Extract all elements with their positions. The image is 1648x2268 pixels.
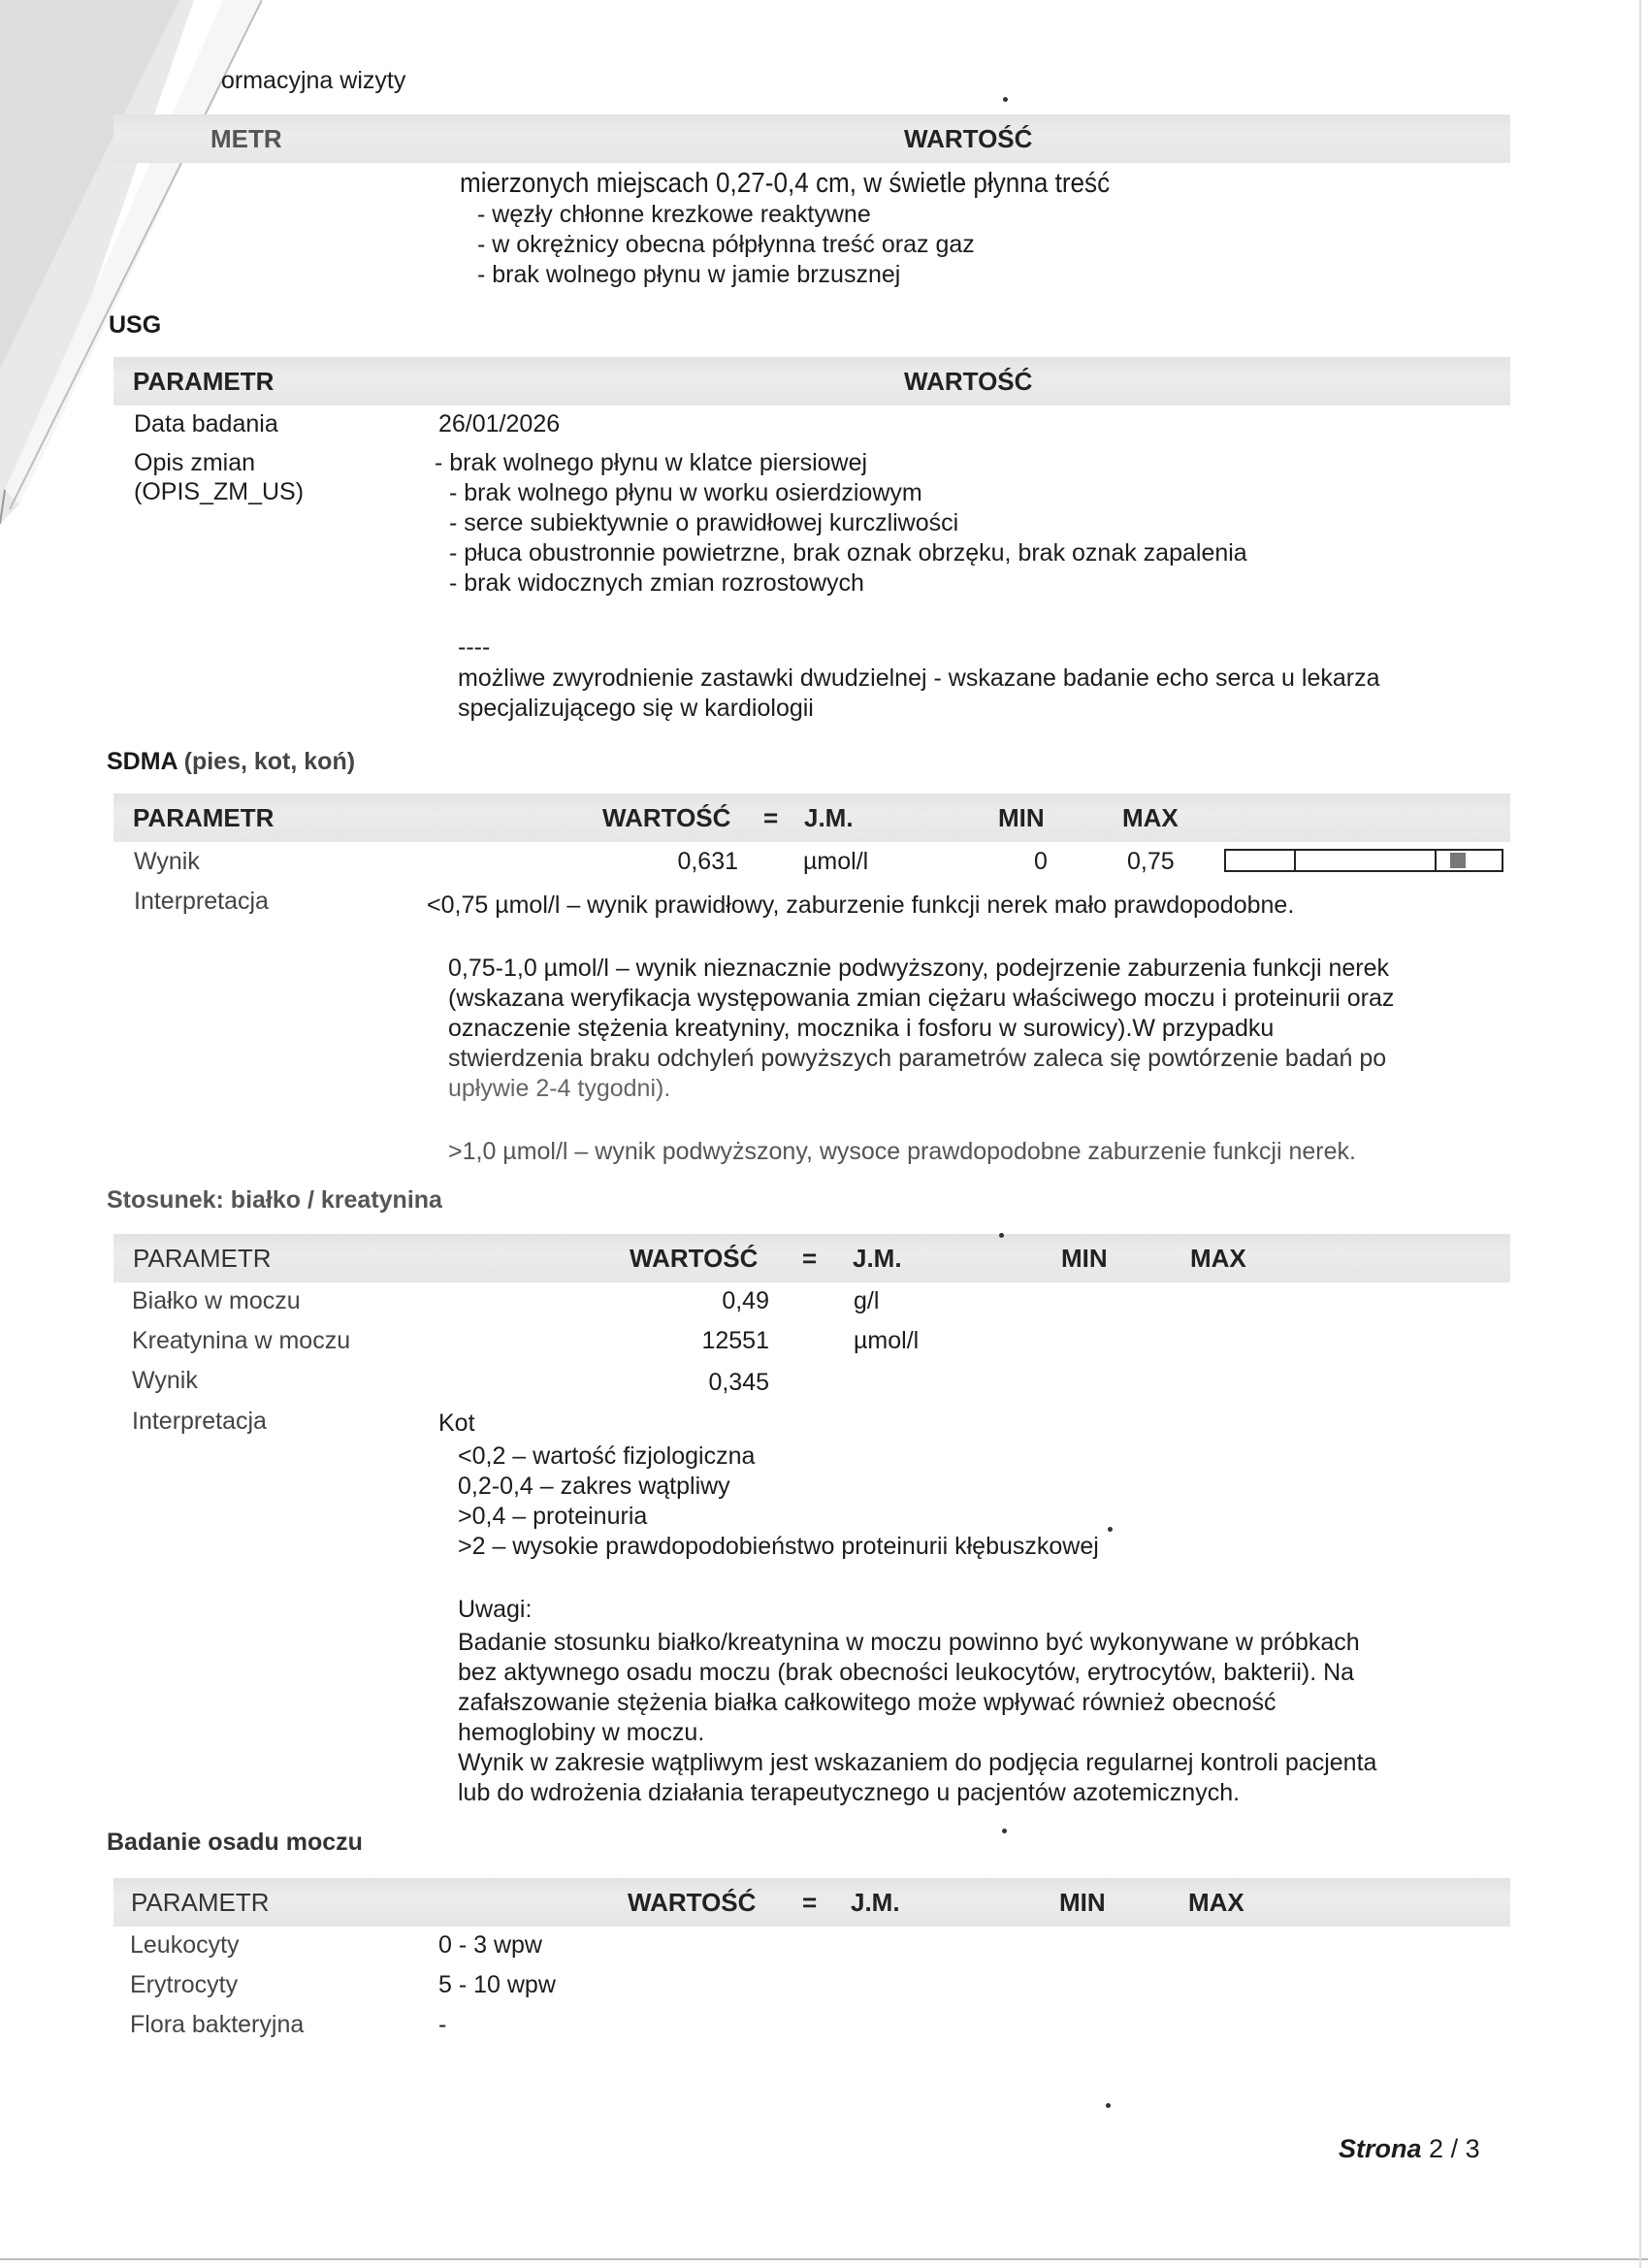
upc-table-header bbox=[113, 1234, 1510, 1282]
header-param: PARAMETR bbox=[131, 1888, 270, 1917]
usg-note-line: specjalizującego się w kardiologii bbox=[458, 695, 814, 722]
upc-notes-title: Uwagi: bbox=[458, 1596, 533, 1623]
header-eq: = bbox=[802, 1888, 818, 1917]
usg-note bbox=[458, 664, 1379, 724]
continued-line: mierzonych miejscach 0,27-0,4 cm, w świetle płynna treść bbox=[460, 168, 1111, 199]
sdma-interp-line: oznaczenie stężenia kreatyniny, mocznika i fosforu w surowicy).W przypadku bbox=[448, 1015, 1275, 1042]
scan-edge bbox=[0, 2258, 1648, 2260]
sdma-result-value: 0,631 bbox=[677, 848, 738, 875]
upc-row-value: 0,49 bbox=[722, 1287, 769, 1314]
upc-ranges bbox=[458, 1442, 1099, 1562]
sdma-interp-first: <0,75 µmol/l – wynik prawidłowy, zaburzenie funkcji nerek mało prawdopodobne. bbox=[427, 891, 1295, 919]
usg-table-header bbox=[113, 357, 1510, 405]
sdma-range-gauge bbox=[1224, 849, 1503, 872]
continued-description bbox=[460, 167, 1182, 290]
sdma-result-max: 0,75 bbox=[1127, 848, 1175, 875]
sdma-interp-paragraph bbox=[448, 954, 1394, 1104]
upc-note-line: Badanie stosunku białko/kreatynina w moczu powinno być wykonywane w próbkach bbox=[458, 1629, 1360, 1656]
sdma-interp-last: >1,0 µmol/l – wynik podwyższony, wysoce prawdopodobne zaburzenie funkcji nerek. bbox=[448, 1138, 1356, 1165]
continued-table-header bbox=[113, 114, 1510, 163]
gauge-min-tick bbox=[1294, 851, 1296, 870]
gauge-max-tick bbox=[1435, 851, 1437, 870]
usg-desc-label: Opis zmian bbox=[134, 449, 256, 476]
usg-date-value: 26/01/2026 bbox=[438, 410, 561, 437]
sediment-row-value: 5 - 10 wpw bbox=[438, 1971, 556, 1998]
upc-interp-label: Interpretacja bbox=[132, 1408, 267, 1435]
sdma-result-unit: µmol/l bbox=[803, 848, 869, 875]
page-total: / 3 bbox=[1443, 2134, 1480, 2163]
header-value: WARTOŚĆ bbox=[628, 1888, 757, 1917]
upc-range-line: >2 – wysokie prawdopodobieństwo proteinurii kłębuszkowej bbox=[458, 1533, 1099, 1560]
header-value: WARTOŚĆ bbox=[904, 367, 1033, 396]
sediment-row-value: - bbox=[438, 2011, 447, 2038]
upc-range-line: <0,2 – wartość fizjologiczna bbox=[458, 1442, 756, 1470]
header-min: MIN bbox=[998, 803, 1045, 832]
continued-section-title: ormacyjna wizyty bbox=[221, 67, 406, 94]
header-unit: J.M. bbox=[851, 1888, 900, 1917]
continued-line: - brak wolnego płynu w jamie brzusznej bbox=[477, 261, 901, 288]
header-param: PARAMETR bbox=[133, 367, 275, 396]
usg-desc-line: - płuca obustronnie powietrzne, brak oznak obrzęku, brak oznak zapalenia bbox=[449, 539, 1247, 567]
upc-note-line: Wynik w zakresie wątpliwym jest wskazaniem do podjęcia regularnej kontroli pacjenta bbox=[458, 1749, 1377, 1776]
usg-desc-code: (OPIS_ZM_US) bbox=[134, 478, 305, 505]
continued-line: - węzły chłonne krezkowe reaktywne bbox=[477, 201, 871, 228]
sdma-interp-label: Interpretacja bbox=[134, 888, 269, 915]
sediment-section-title: Badanie osadu moczu bbox=[107, 1829, 363, 1856]
scan-edge bbox=[1639, 0, 1641, 2268]
scan-speck bbox=[1003, 97, 1008, 102]
header-max: MAX bbox=[1122, 803, 1179, 832]
upc-row-label: Białko w moczu bbox=[132, 1287, 301, 1314]
sdma-interp-line: stwierdzenia braku odchyleń powyższych parametrów zaleca się powtórzenie badań po bbox=[448, 1045, 1387, 1072]
header-max: MAX bbox=[1190, 1244, 1246, 1273]
header-eq: = bbox=[802, 1244, 818, 1273]
header-max: MAX bbox=[1188, 1888, 1244, 1917]
upc-section-title: Stosunek: białko / kreatynina bbox=[107, 1186, 442, 1214]
upc-note-line: hemoglobiny w moczu. bbox=[458, 1719, 705, 1746]
header-param: METR bbox=[210, 124, 282, 153]
sdma-result-min: 0 bbox=[1034, 848, 1048, 875]
page-word: Strona bbox=[1339, 2134, 1422, 2163]
scan-speck bbox=[1106, 2103, 1111, 2108]
header-eq: = bbox=[763, 803, 779, 832]
sdma-result-label: Wynik bbox=[134, 848, 200, 875]
header-min: MIN bbox=[1061, 1244, 1108, 1273]
usg-desc-line: - serce subiektywnie o prawidłowej kurczliwości bbox=[449, 509, 959, 536]
header-value: WARTOŚĆ bbox=[630, 1244, 759, 1273]
upc-row-label: Kreatynina w moczu bbox=[132, 1327, 351, 1354]
upc-row-value: 0,345 bbox=[708, 1369, 769, 1396]
usg-desc-line: - brak widocznych zmian rozrostowych bbox=[449, 569, 864, 597]
header-unit: J.M. bbox=[853, 1244, 902, 1273]
upc-row-unit: g/l bbox=[854, 1287, 880, 1314]
usg-note-line: możliwe zwyrodnienie zastawki dwudzielnej - wskazane badanie echo serca u lekarza bbox=[458, 664, 1380, 692]
continued-line: - w okrężnicy obecna półpłynna treść oraz gaz bbox=[477, 231, 975, 258]
sdma-title-main: SDMA bbox=[107, 748, 178, 775]
scan-speck bbox=[1108, 1527, 1113, 1532]
upc-row-unit: µmol/l bbox=[854, 1327, 920, 1354]
upc-range-line: 0,2-0,4 – zakres wątpliwy bbox=[458, 1473, 730, 1500]
gauge-result-marker bbox=[1450, 853, 1466, 868]
upc-row-label: Wynik bbox=[132, 1367, 198, 1394]
sdma-interp-line: 0,75-1,0 µmol/l – wynik nieznacznie podwyższony, podejrzenie zaburzenia funkcji nerek bbox=[448, 955, 1390, 982]
sediment-table-header bbox=[113, 1878, 1510, 1927]
header-value: WARTOŚĆ bbox=[602, 803, 731, 832]
sdma-table-header bbox=[113, 794, 1510, 842]
page-number bbox=[1339, 2134, 1480, 2163]
upc-notes bbox=[458, 1628, 1376, 1808]
usg-description bbox=[435, 448, 1247, 599]
sediment-row-label: Erytrocyty bbox=[130, 1971, 239, 1998]
header-value: WARTOŚĆ bbox=[904, 124, 1033, 153]
usg-date-label: Data badania bbox=[134, 410, 278, 437]
sediment-row-label: Flora bakteryjna bbox=[130, 2011, 305, 2038]
header-param: PARAMETR bbox=[133, 1244, 272, 1273]
sediment-row-label: Leukocyty bbox=[130, 1931, 240, 1959]
upc-species: Kot bbox=[438, 1409, 475, 1437]
usg-separator: ---- bbox=[458, 633, 491, 661]
sdma-interp-line: upływie 2-4 tygodni). bbox=[448, 1075, 671, 1102]
upc-note-line: zafałszowanie stężenia białka całkowitego może wpływać również obecność bbox=[458, 1689, 1276, 1716]
upc-note-line: lub do wdrożenia działania terapeutycznego u pacjentów azotemicznych. bbox=[458, 1779, 1241, 1806]
header-min: MIN bbox=[1059, 1888, 1106, 1917]
header-param: PARAMETR bbox=[133, 803, 275, 832]
sdma-interp-line: (wskazana weryfikacja występowania zmian ciężaru właściwego moczu i proteinurii oraz bbox=[448, 985, 1395, 1012]
upc-note-line: bez aktywnego osadu moczu (brak obecności leukocytów, erytrocytów, bakterii). Na bbox=[458, 1659, 1355, 1686]
sediment-row-value: 0 - 3 wpw bbox=[438, 1931, 542, 1959]
scan-speck bbox=[1002, 1829, 1007, 1833]
sdma-title-species: (pies, kot, koń) bbox=[183, 748, 356, 775]
usg-desc-line: - brak wolnego płynu w klatce piersiowej bbox=[435, 449, 868, 476]
upc-row-value: 12551 bbox=[701, 1327, 769, 1354]
page-current: 2 bbox=[1429, 2134, 1444, 2163]
sdma-section-title bbox=[107, 747, 355, 776]
usg-section-title: USG bbox=[109, 311, 162, 339]
upc-range-line: >0,4 – proteinuria bbox=[458, 1503, 648, 1530]
header-unit: J.M. bbox=[804, 803, 854, 832]
usg-desc-line: - brak wolnego płynu w worku osierdziowym bbox=[449, 479, 922, 506]
scan-speck bbox=[999, 1233, 1004, 1238]
